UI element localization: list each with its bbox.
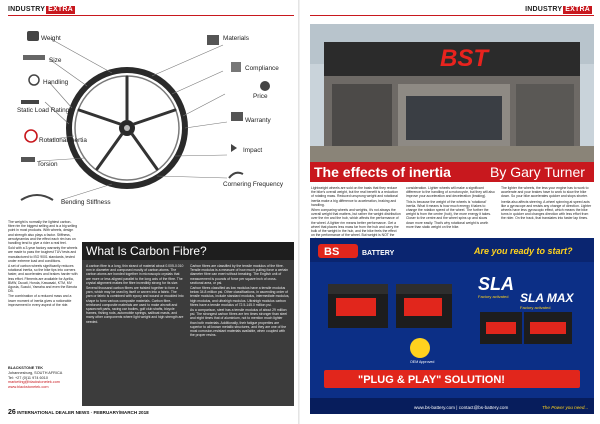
diagram-label: Static Load Rating [17,107,70,114]
product-sla: SLA [478,274,514,294]
paragraph: This is because the weight of the wheels is 'rotational' inertia. What it means is how much energy it takes to change the rotation speed of the wheel. The further the weight is from the centre (hub), the more energy it takes. Closer to the centre and the wheel spins up and slows down more easily. That's why rotational weight is worth more than static weight on the bike. [406,199,491,229]
product-image-2 [396,284,452,328]
page-number: 26 [8,409,16,416]
paragraph: As a comparison, steel has a tensile modulus of about 29 million psi. The strongest carbon fibres are ten times stronger than steel and eight times that of aluminium, not to mention much lighter than both materials. Additionally, their fatigue properties are superior to all known metallic structures, and they are one of the most corrosion-resistant materials available, when coupled with the proper resins. [190,308,287,338]
steering-icon [29,75,39,85]
sidebar-column-1 [86,264,184,404]
ruler-icon [23,55,45,60]
contact-tel: Tel: +27 (0)11 974 6010 [8,375,48,380]
paragraph: When comparing wheels and weights, it's not always the overall weight that matters, but rather the weight distribution over the rim and the hub, which affects the performance of the wheel. A lighter rim means better performance. Get a wheel that places less mass far from the hub and carry the bulk of the weight in the hub, and the bike feels the effect on the performance of the wheel. But weight is NOT the [311,208,401,238]
product-image-1 [328,284,388,328]
diagram-label: Materials [223,35,249,42]
header-rule [310,15,594,16]
paragraph: Sold with a 3-year factory warranty the wheels are made to pass the toughest TUV tests and manufactured to ISO 9001 standards, tested under extreme load and conditions. [8,246,78,263]
ad-headline: Are you ready to start? [474,246,573,256]
brand-logo-sub: BATTERY [362,250,395,257]
wheel-factors-diagram [17,28,291,214]
diagram-label: Impact [243,147,263,154]
article-column-2 [406,186,496,236]
paragraph: The lighter the wheels, the less your engine has to work to accelerate and your brakes have to work to slow the bike down. So your bike accelerates quicker and stops shorter. [501,186,589,199]
paragraph: Carbon fibres classified as low modulus have a tensile modulus below 34.8 million psi. Other classifications, in ascending order of tensile modulus, include standard modulus, intermediate modulus, high modulus, and ultrahigh modulus. Ultrahigh modulus carbon fibres have a tensile modulus of 72.5-145.0 million psi. [190,286,290,307]
header-tag: EXTRA [565,6,590,13]
ad-footer[interactable]: www.bs-battery.com | contact@bs-battery.com [414,405,509,410]
sidebar-column-2 [190,264,290,404]
oem-seal-icon [410,338,430,358]
publication-line: INTERNATIONAL DEALER NEWS · FEBRUARY/MARCH 2018 [17,410,149,415]
diagram-label: Warranty [245,117,271,124]
paragraph: A set of carbon wheels significantly reduces rotational inertia, so the bike tips into corners faster, and accelerates and brakes harder with less effort. Fitments are available for Aprilia, BMW, Ducati, Honda, Kawasaki, KTM, MV Agusta, Suzuki, Yamaha and even the Bimota DB. [8,264,78,294]
paragraph: consideration. Lighter wheels will make a significant difference to the handling of a motorcycle, but they will also improve your acceleration and deceleration (braking). [406,186,495,199]
diagram-label: Size [49,57,62,64]
diagram-label: Compliance [245,65,279,72]
contact-email[interactable]: marketing@blackstonetek.com [8,380,60,385]
oem-badge: OEM Approved [410,360,435,364]
diagram-label: Cornering Frequency [223,181,284,188]
header-tag: EXTRA [48,6,73,13]
article-title-bar [310,162,594,182]
diagram-label: Rotational inertia [39,137,87,144]
impact-icon [231,144,237,152]
diagram-label: Torsion [37,161,58,168]
header-rule [8,15,294,16]
sidebar-box-title: What Is Carbon Fibre? [82,242,294,260]
cornering-icon [229,173,243,178]
weight-icon [27,31,39,41]
bending-icon [21,195,53,200]
article-column-left [8,220,78,358]
diagram-label: Handling [43,79,69,86]
paragraph: The weight is normally the lightest carbon-fibre rim the biggest selling and is a big selling point in most products. With wheels, design and strength also plays a factor. Stiffness, aerodynamics and the effect each rim has on handling tend to give a rider a real feel. [8,220,78,246]
left-footer [8,410,149,416]
product-sla-max-sub: Factory activated [520,305,551,310]
header-section: INDUSTRY [8,6,46,13]
contact-name: BLACKSTONE TEK [8,366,43,370]
paragraph: Inertia also affects steering. A wheel spinning at speed acts like a gyroscope and resists any change of direction. Lighter wheels have less gyroscopic effect, which means the bike turns in quicker and changes direction with less effort from the rider. On the track, that translates into faster lap times. [501,199,592,221]
battery-advertisement [310,238,594,414]
product-image-3 [480,312,572,344]
building-photo [310,24,594,174]
article-column-3 [501,186,594,236]
header-section: INDUSTRY [525,6,563,13]
product-sla-max: SLA MAX [520,291,574,305]
article-column-1 [311,186,401,236]
compliance-icon [231,62,241,72]
paragraph: Carbon fibres are classified by the tensile modulus of the fibre. Tensile modulus is a measure of how much pulling force a certain diameter fibre can exert without breaking. The English unit of measurement is pounds of force per square inch of cross-sectional area, or psi. [190,264,288,285]
load-icon [21,100,39,104]
price-icon [260,81,270,91]
diagram-label: Bending Stiffness [61,199,111,206]
paragraph: A carbon fibre is a long, thin strand of material about 0.005-0.010 mm in diameter and composed mostly of carbon atoms. The carbon atoms are bonded together in microscopic crystals that are more or less aligned parallel to the long axis of the fibre. The crystal alignment makes the fibre incredibly strong for its size. [86,264,184,285]
contact-web[interactable]: www.blackstonetek.com [8,385,49,390]
article-byline: By Gary Turner [490,164,585,180]
paragraph: Lightweight wheels are sold on the basis that they reduce the bike's overall weight, but the real benefit is a reduction of rotating mass. Reduced unsprung weight and rotational inertia make a big difference to acceleration, braking and handling. [311,186,398,207]
product-sla-sub: Factory activated [478,294,509,299]
paragraph: The combination of a reduced mass and a lower moment of inertia gives a noticeable improvement in every aspect of the ride. [8,294,72,307]
materials-icon [207,35,219,45]
diagram-label: Price [253,93,268,100]
right-page-header [525,6,592,14]
contact-block [8,366,80,406]
brand-logo-text: BS [324,246,340,258]
ad-artwork [310,238,594,414]
ad-slogan-main: "PLUG & PLAY" SOLUTION! [358,374,505,386]
wheel-illustration [69,70,185,186]
contact-city: Johannesburg, SOUTH AFRICA [8,370,63,375]
torsion-icon [21,157,35,162]
article-title: The effects of inertia [314,164,451,180]
sidebar-box [82,260,294,406]
diagram-label: Weight [41,35,61,42]
ad-footer-slogan: The Power you need... [542,405,589,410]
left-page-header [8,6,75,14]
paragraph: Several thousand carbon fibres are twisted together to form a yarn, which may be used by itself or woven into a fabric. The yarn or fabric is combined with epoxy and wound or moulded into shape to form various composite materials. Carbon fibre-reinforced composite materials are used to make aircraft and spacecraft parts, racing car bodies, golf club shafts, bicycle frames, fishing rods, automobile springs, sailboat masts, and many other components where light weight and high strength are needed. [86,286,184,324]
rotation-icon [25,130,37,142]
warranty-icon [231,112,243,121]
photo-sign: BST [440,45,488,72]
